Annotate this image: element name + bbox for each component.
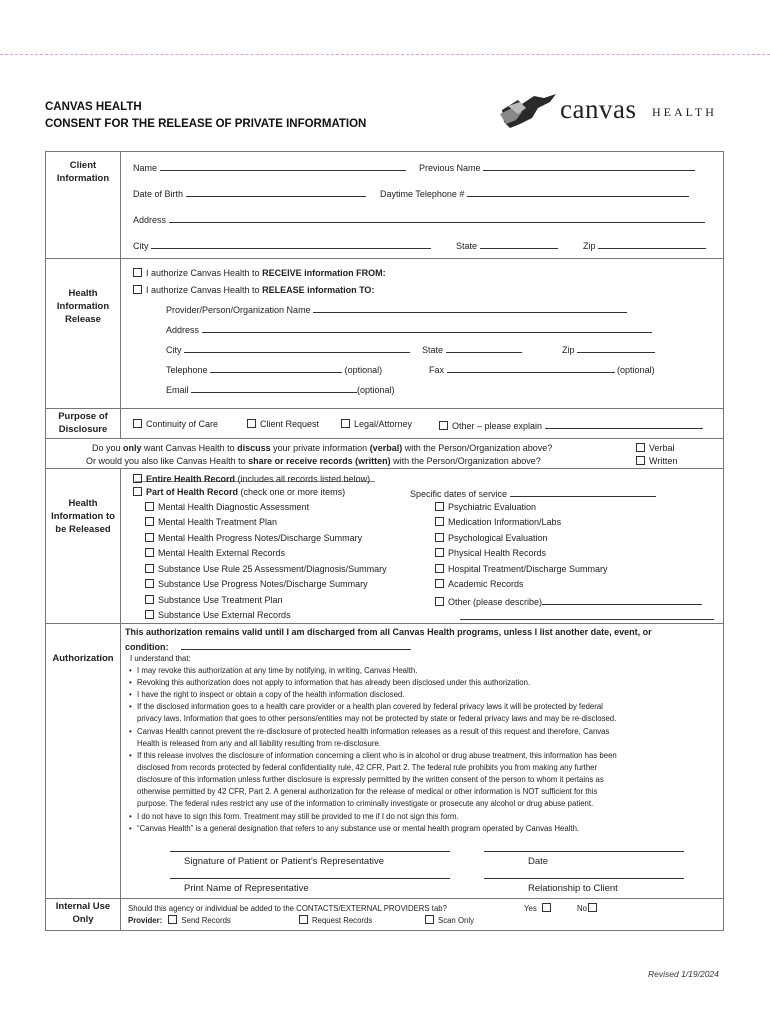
city-label: City xyxy=(133,241,149,251)
other-describe-field-2[interactable] xyxy=(460,610,714,620)
authorization-heading: This authorization remains valid until I am discharged from all Canvas Health programs, unless I list another date, event, or xyxy=(125,627,652,637)
record-item[interactable]: Mental Health External Records xyxy=(145,548,285,559)
logo-health-text: HEALTH xyxy=(652,105,717,119)
record-checkbox[interactable] xyxy=(145,533,154,542)
part-record-option[interactable]: Part of Health Record (check one or more items) xyxy=(133,487,345,498)
canvas-health-logo xyxy=(498,94,726,130)
client-name-row xyxy=(133,161,406,174)
column-divider xyxy=(120,468,121,931)
daytime-phone-row xyxy=(380,187,689,200)
signature-line[interactable] xyxy=(170,851,450,852)
address-label: Address xyxy=(133,215,167,225)
release-telephone-row: Telephone (optional) xyxy=(166,365,383,375)
name-label: Name xyxy=(133,163,158,173)
record-item[interactable]: Substance Use Treatment Plan xyxy=(145,595,283,606)
form-subtitle: CONSENT FOR THE RELEASE OF PRIVATE INFORMATION xyxy=(45,118,367,130)
daytime-phone-field[interactable] xyxy=(467,187,689,197)
address-field[interactable] xyxy=(169,213,705,223)
provider-options: Provider: Send Records xyxy=(128,916,231,925)
release-email-field[interactable] xyxy=(191,383,357,393)
client-zip-row xyxy=(583,239,706,252)
internal-use-only-label: Internal Use Only xyxy=(55,901,111,925)
state-field[interactable] xyxy=(480,239,558,249)
yes-option[interactable]: Yes xyxy=(524,903,555,915)
request-records-checkbox[interactable] xyxy=(299,915,308,924)
authorization-bullet-continuation: otherwise permitted by 42 CFR, Part 2. A general authorization for the release of medical or other information is NOT sufficient for this xyxy=(137,787,598,796)
authorization-bullet: • I do not have to sign this form. Treatment may still be provided to me if I do not sign this form. xyxy=(137,811,459,823)
row-divider xyxy=(45,623,724,624)
relationship-caption: Relationship to Client xyxy=(528,883,618,894)
written-checkbox[interactable] xyxy=(636,456,645,465)
purpose-checkbox[interactable] xyxy=(247,419,256,428)
row-divider xyxy=(45,468,724,469)
revision-date: Revised 1/19/2024 xyxy=(648,969,719,979)
authorization-bullet: • If the disclosed information goes to a health care provider or a health plan covered by federal privacy laws it will be protected by federal xyxy=(137,701,603,713)
row-divider xyxy=(45,898,724,899)
health-info-to-be-released-label: Health Information to be Released xyxy=(51,498,115,535)
record-item[interactable]: Physical Health Records xyxy=(435,548,546,559)
release-zip-row: Zip xyxy=(562,343,655,356)
purpose-other-field[interactable] xyxy=(545,419,703,429)
record-checkbox[interactable] xyxy=(435,564,444,573)
org-title: CANVAS HEALTH xyxy=(45,101,142,113)
client-address-row xyxy=(133,213,705,226)
other-describe-line2 xyxy=(460,610,714,623)
record-item[interactable]: Mental Health Diagnostic Assessment xyxy=(145,502,309,513)
dob-label: Date of Birth xyxy=(133,189,184,199)
city-field[interactable] xyxy=(151,239,431,249)
provider-field[interactable] xyxy=(313,303,627,313)
authorization-bullet-continuation: disclosure of this information unless further disclosure is expressly permitted by the written consent of the person to whom it pertains as xyxy=(137,775,604,784)
written-option[interactable]: Written xyxy=(636,456,677,467)
verbal-question: Do you only want Canvas Health to discuss your private information (verbal) with the Person/Organization above? xyxy=(92,443,553,453)
page-top-dashed-rule xyxy=(0,54,770,55)
provider-row: Provider/Person/Organization Name xyxy=(166,303,627,316)
purpose-checkbox[interactable] xyxy=(133,419,142,428)
record-item[interactable]: Substance Use Rule 25 Assessment/Diagnosis/Summary xyxy=(145,564,387,575)
purpose-legal-option[interactable]: Legal/Attorney xyxy=(341,419,412,430)
state-label: State xyxy=(456,241,478,251)
release-zip-field[interactable] xyxy=(577,343,655,353)
signature-caption: Signature of Patient or Patient’s Representative xyxy=(184,856,384,867)
authorization-bullet: • I may revoke this authorization at any time by notifying, in writing, Canvas Health. xyxy=(137,665,417,677)
condition-row: condition: xyxy=(125,640,411,653)
verbal-checkbox[interactable] xyxy=(636,443,645,452)
purpose-checkbox[interactable] xyxy=(341,419,350,428)
relationship-line[interactable] xyxy=(484,878,684,879)
previous-name-row xyxy=(419,161,695,174)
no-option[interactable]: No xyxy=(577,903,601,915)
form-title xyxy=(45,99,366,133)
receive-checkbox[interactable] xyxy=(133,268,142,277)
row-divider xyxy=(45,408,724,409)
previous-name-label: Previous Name xyxy=(419,163,481,173)
written-question: Or would you also like Canvas Health to share or receive records (written) with the Person/Organization above? xyxy=(86,456,541,466)
part-record-checkbox[interactable] xyxy=(133,487,142,496)
record-checkbox[interactable] xyxy=(435,597,444,606)
record-item[interactable]: Other (please describe) xyxy=(435,595,702,608)
yes-checkbox[interactable] xyxy=(542,903,551,912)
authorization-bullet-continuation: privacy laws. Information that goes to other persons/entities may not be protected by state or federal privacy laws and may be re-disclosed. xyxy=(137,714,617,723)
understand-text: I understand that: xyxy=(130,654,191,663)
column-divider xyxy=(120,151,121,438)
authorization-bullet-continuation: disclosed from records protected by federal confidentiality rule, 42 CFR, Part 2. The federal rule prohibits you from making any further xyxy=(137,763,598,772)
release-telephone-field[interactable] xyxy=(210,363,342,373)
release-state-row: State xyxy=(422,343,522,356)
record-checkbox[interactable] xyxy=(145,564,154,573)
release-city-row: City xyxy=(166,343,410,356)
scan-only-checkbox[interactable] xyxy=(425,915,434,924)
authorization-bullet-continuation: Health is released from any and all liability resulting from re-disclosure. xyxy=(137,739,381,748)
request-records-option[interactable]: Request Records xyxy=(299,915,372,927)
release-fax-row: Fax (optional) xyxy=(429,365,655,375)
release-checkbox[interactable] xyxy=(133,285,142,294)
release-fax-field[interactable] xyxy=(447,363,615,373)
release-option[interactable]: I authorize Canvas Health to RELEASE information TO: xyxy=(133,285,374,296)
record-checkbox[interactable] xyxy=(145,548,154,557)
release-city-field[interactable] xyxy=(184,343,410,353)
row-divider xyxy=(45,258,724,259)
health-information-release-label: Health Information Release xyxy=(56,288,110,325)
release-address-field[interactable] xyxy=(202,323,652,333)
client-city-row xyxy=(133,239,431,252)
record-item[interactable]: Hospital Treatment/Discharge Summary xyxy=(435,564,608,575)
specific-dates-row: Specific dates of service xyxy=(410,487,656,500)
record-item[interactable]: Academic Records xyxy=(435,579,524,590)
other-describe-field[interactable] xyxy=(542,595,702,605)
client-state-row xyxy=(456,239,558,252)
authorization-bullet: • I have the right to inspect or obtain a copy of the health information disclosed. xyxy=(137,689,404,701)
date-caption: Date xyxy=(528,856,549,867)
dob-row xyxy=(133,187,366,200)
verbal-option[interactable]: Verbal xyxy=(636,443,675,454)
record-item[interactable]: Substance Use External Records xyxy=(145,610,291,621)
previous-name-field[interactable] xyxy=(483,161,695,171)
entire-record-option[interactable]: Entire Health Record (includes all records listed below) xyxy=(133,472,375,485)
authorization-bullet: • “Canvas Health” is a general designation that refers to any substance use or mental health program operated by Canvas Health. xyxy=(137,823,579,835)
authorization-bullet: • If this release involves the disclosure of information concerning a client who is in alcohol or drug abuse treatment, this information has been xyxy=(137,750,617,762)
print-name-caption: Print Name of Representative xyxy=(184,883,309,894)
row-divider xyxy=(45,438,724,439)
record-checkbox[interactable] xyxy=(145,595,154,604)
purpose-client-request-option[interactable]: Client Request xyxy=(247,419,319,430)
dob-field[interactable] xyxy=(186,187,366,197)
record-checkbox[interactable] xyxy=(145,610,154,619)
purpose-of-disclosure-label: Purpose of Disclosure xyxy=(58,411,108,435)
specific-dates-field[interactable] xyxy=(510,487,656,497)
scan-only-option[interactable]: Scan Only xyxy=(425,915,474,927)
zip-field[interactable] xyxy=(598,239,706,249)
release-email-row: Email (optional) xyxy=(166,385,395,395)
purpose-checkbox[interactable] xyxy=(439,421,448,430)
release-state-field[interactable] xyxy=(446,343,522,353)
record-checkbox[interactable] xyxy=(435,579,444,588)
record-item[interactable]: Psychiatric Evaluation xyxy=(435,502,536,513)
purpose-other-option[interactable]: Other – please explain xyxy=(439,419,703,432)
client-information-label: Client Information xyxy=(56,160,110,184)
record-item[interactable]: Mental Health Progress Notes/Discharge Summary xyxy=(145,533,362,544)
entire-record-underline xyxy=(135,472,375,482)
purpose-continuity-option[interactable]: Continuity of Care xyxy=(133,419,218,430)
date-line[interactable] xyxy=(484,851,684,852)
record-item[interactable]: Substance Use Progress Notes/Discharge Summary xyxy=(145,579,368,590)
brushstroke-logo-icon xyxy=(498,94,560,130)
no-checkbox[interactable] xyxy=(588,903,597,912)
release-address-row: Address xyxy=(166,323,652,336)
record-checkbox[interactable] xyxy=(145,579,154,588)
record-checkbox[interactable] xyxy=(145,517,154,526)
daytime-phone-label: Daytime Telephone # xyxy=(380,189,465,199)
record-checkbox[interactable] xyxy=(145,502,154,511)
logo-wordmark: canvas xyxy=(560,94,637,124)
contacts-question: Should this agency or individual be added to the CONTACTS/EXTERNAL PROVIDERS tab? xyxy=(128,904,447,913)
send-records-checkbox[interactable] xyxy=(168,915,177,924)
record-checkbox[interactable] xyxy=(435,517,444,526)
record-item[interactable]: Mental Health Treatment Plan xyxy=(145,517,277,528)
condition-field[interactable] xyxy=(181,640,411,650)
name-field[interactable] xyxy=(160,161,406,171)
zip-label: Zip xyxy=(583,241,596,251)
record-checkbox[interactable] xyxy=(435,502,444,511)
print-name-line[interactable] xyxy=(170,878,450,879)
authorization-bullet-continuation: purpose. The federal rules restrict any use of the information to criminally investigate or prosecute any alcohol or drug abuse patient. xyxy=(137,799,594,808)
authorization-label: Authorization xyxy=(52,653,114,664)
authorization-bullet: • Revoking this authorization does not apply to information that has already been disclosed under this authorization. xyxy=(137,677,530,689)
record-item[interactable]: Medication Information/Labs xyxy=(435,517,561,528)
record-checkbox[interactable] xyxy=(435,548,444,557)
record-item[interactable]: Psychological Evaluation xyxy=(435,533,548,544)
authorization-bullet: • Canvas Health cannot prevent the re-disclosure of protected health information releases as a result of this request and therefore, Canvas xyxy=(137,726,609,738)
record-checkbox[interactable] xyxy=(435,533,444,542)
receive-option[interactable]: I authorize Canvas Health to RECEIVE information FROM: xyxy=(133,268,386,279)
